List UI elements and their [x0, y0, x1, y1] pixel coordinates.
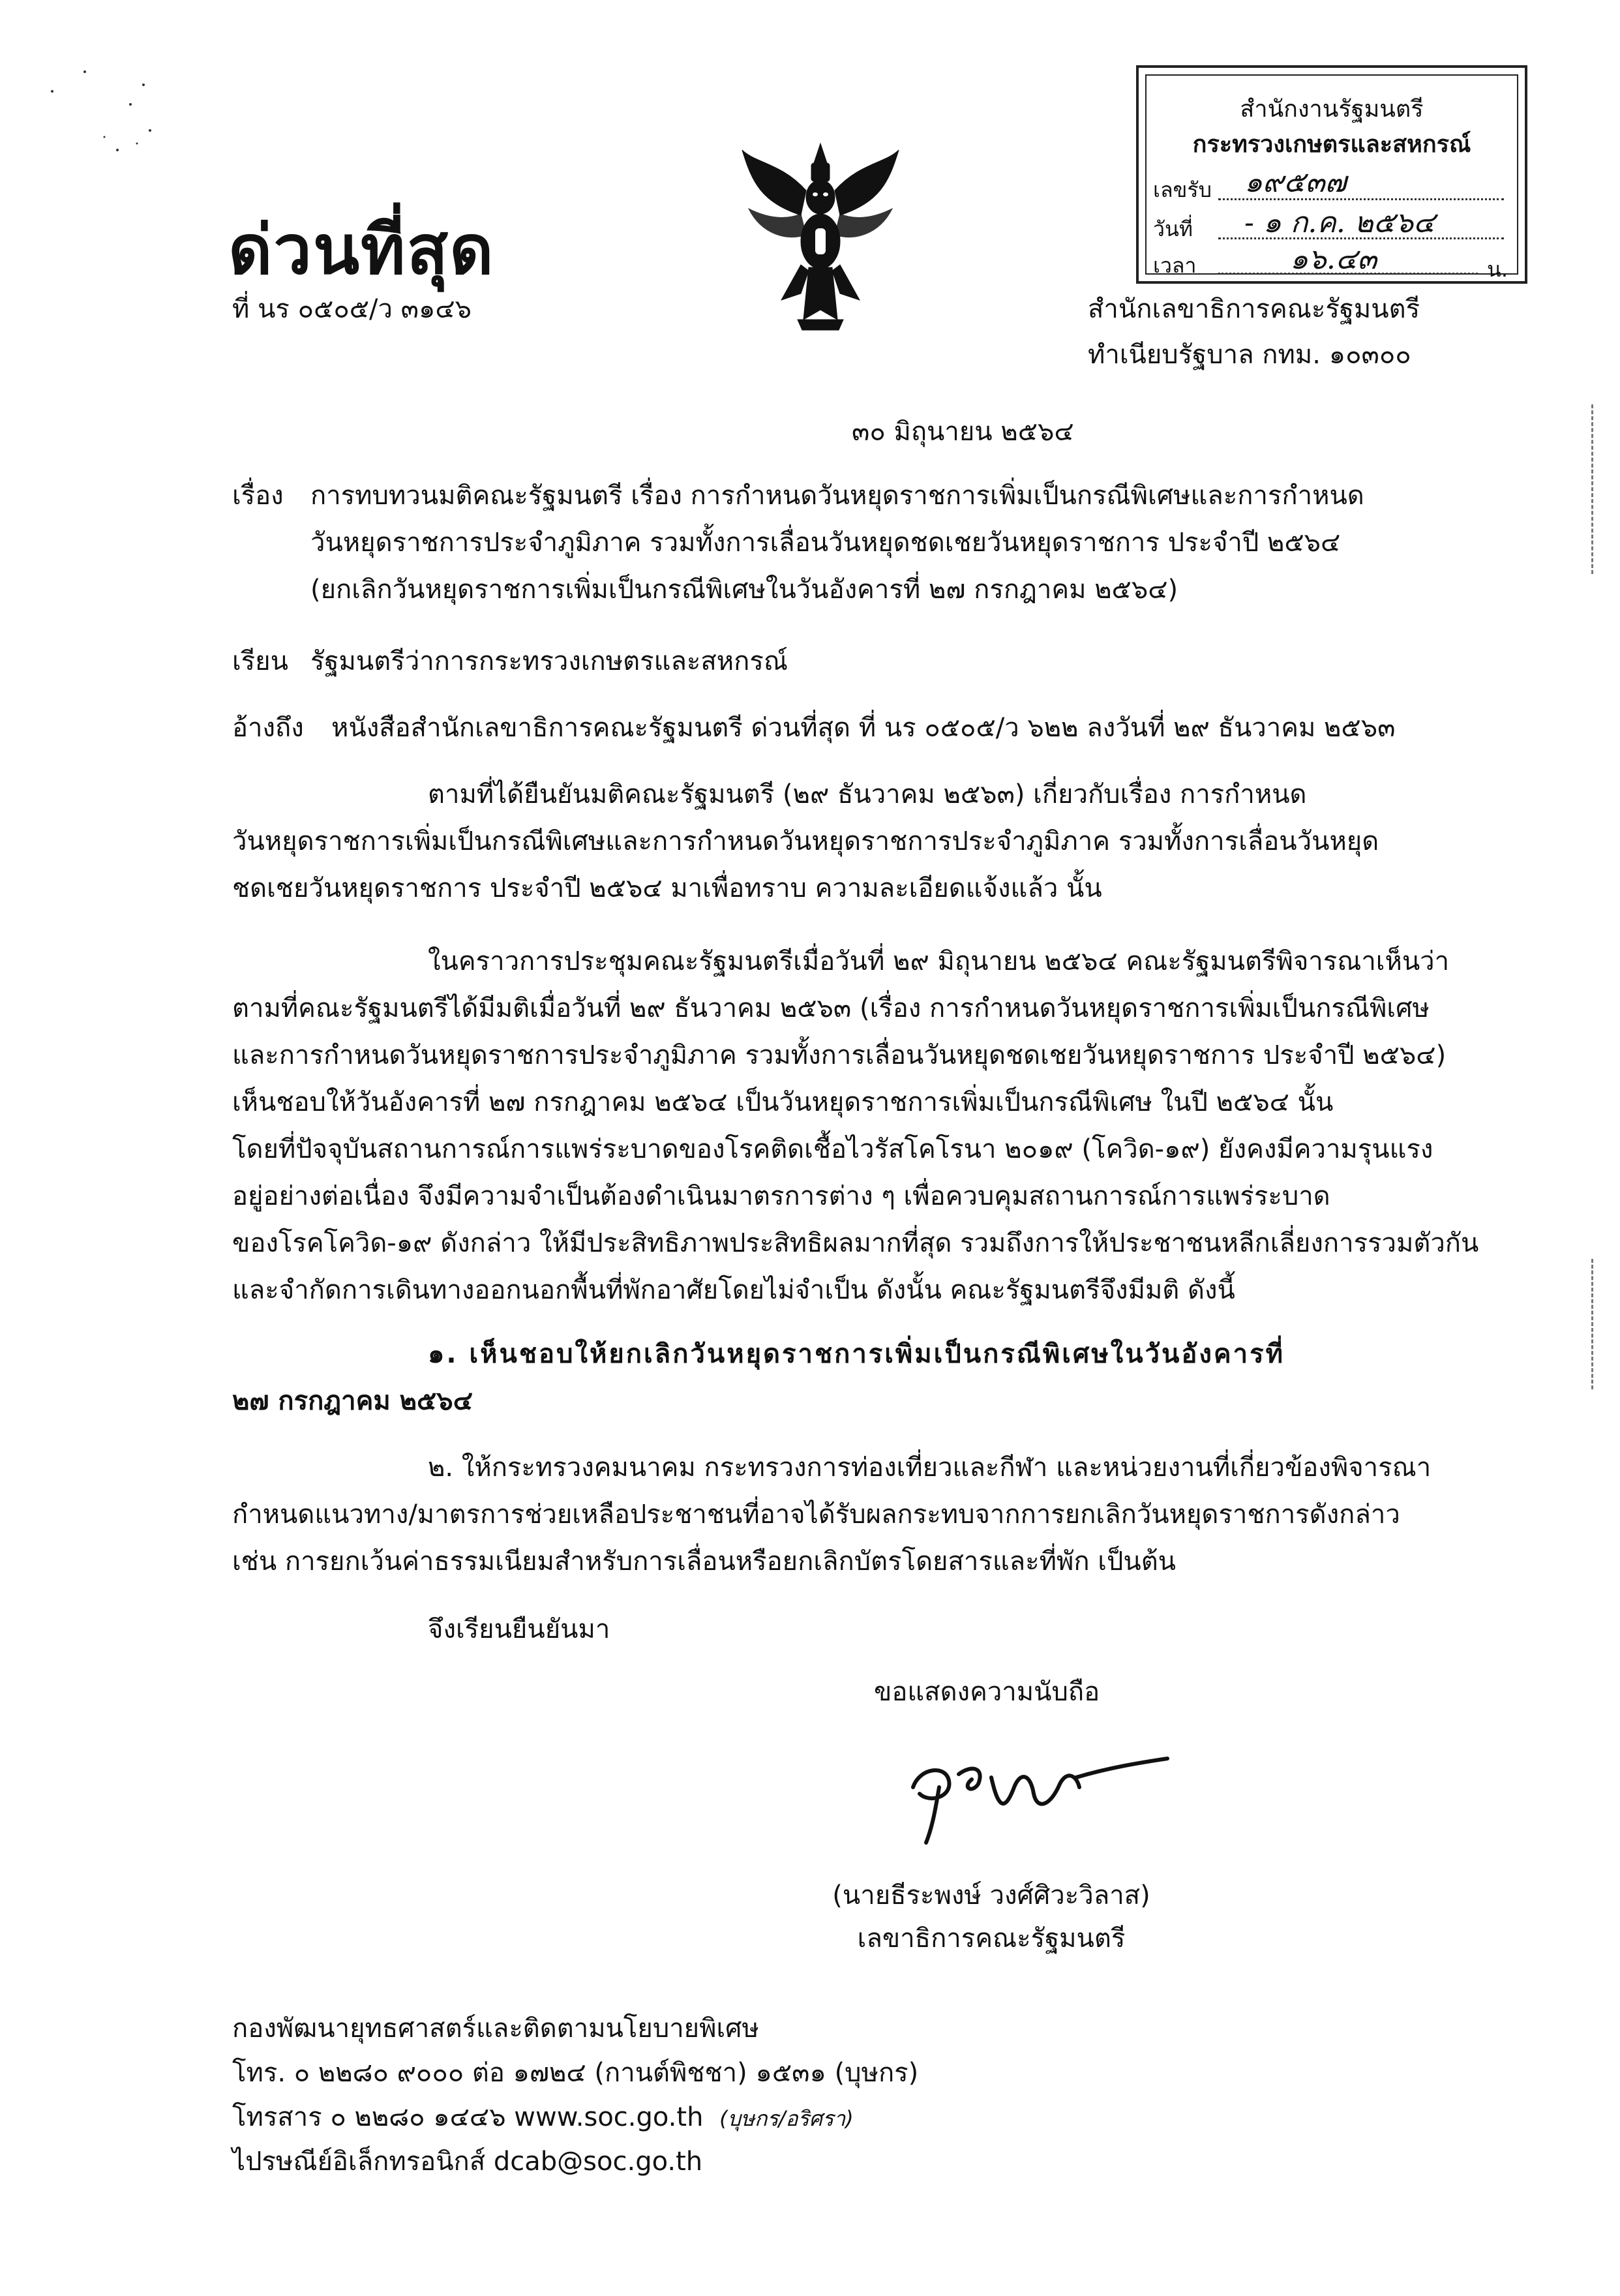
subject-line-1: การทบทวนมติคณะรัฐมนตรี เรื่อง การกำหนดวันหยุดราชการเพิ่มเป็นกรณีพิเศษและการกำหนด: [310, 481, 1364, 511]
footer-fax-note: (บุษกร/อริศรา): [719, 2106, 854, 2131]
signatory-name: (นายธีระพงษ์ วงศ์ศิวะวิลาส): [832, 1881, 1150, 1911]
resolution-item-2-line-3: เช่น การยกเว้นค่าธรรมเนียมสำหรับการเลื่อนหรือยกเลิกบัตรโดยสารและที่พัก เป็นต้น: [232, 1547, 1177, 1577]
scan-edge-mark: [1591, 404, 1595, 574]
urgency-heading: ด่วนที่สุด: [228, 209, 495, 290]
stamp-time-value: ๑๖.๔๓: [1290, 243, 1377, 276]
receipt-stamp: [1136, 65, 1527, 284]
stamp-date-value: - ๑ ก.ค. ๒๕๖๔: [1244, 206, 1435, 239]
para2-line-7: ของโรคโควิด-๑๙ ดังกล่าว ให้มีประสิทธิภาพประสิทธิผลมากที่สุด รวมถึงการให้ประชาชนหลีกเลี่ยงการรวมตัวกัน: [232, 1228, 1479, 1258]
document-date: ๓๐ มิถุนายน ๒๕๖๔: [852, 417, 1074, 447]
scan-speckles: [46, 52, 176, 170]
stamp-receipt-value: ๑๙๕๓๗: [1244, 166, 1347, 199]
handwritten-signature: [900, 1748, 1174, 1846]
para2-line-3: และการกำหนดวันหยุดราชการประจำภูมิภาค รวมทั้งการเลื่อนวันหยุดชดเชยวันหยุดราชการ ประจำปี ๒๕๖๔): [232, 1040, 1447, 1070]
footer-fax: [232, 2099, 854, 2137]
para2-line-5: โดยที่ปัจจุบันสถานการณ์การแพร่ระบาดของโรคติดเชื้อไวรัสโคโรนา ๒๐๑๙ (โควิด-๑๙) ยังคงมีความรุนแรง: [232, 1134, 1433, 1164]
para1-line-3: ชดเชยวันหยุดราชการ ประจำปี ๒๕๖๔ มาเพื่อทราบ ความละเอียดแจ้งแล้ว นั้น: [232, 873, 1102, 903]
para2-line-6: อยู่อย่างต่อเนื่อง จึงมีความจำเป็นต้องดำเนินมาตรการต่าง ๆ เพื่อควบคุมสถานการณ์การแพร่ระบาด: [232, 1181, 1330, 1211]
para1-line-2: วันหยุดราชการเพิ่มเป็นกรณีพิเศษและการกำหนดวันหยุดราชการประจำภูมิภาค รวมทั้งการเลื่อนวันหยุด: [232, 826, 1379, 856]
stamp-time-label: เวลา: [1153, 253, 1197, 278]
footer-phone: โทร. ๐ ๒๒๘๐ ๙๐๐๐ ต่อ ๑๗๒๔ (กานต์พิชชา) ๑๕๓๑ (บุษกร): [232, 2058, 919, 2088]
stamp-inner-border: [1145, 74, 1518, 282]
reference-number: ที่ นร ๐๕๐๕/ว ๓๑๔๖: [232, 294, 472, 324]
footer-division: กองพัฒนายุทธศาสตร์และติดตามนโยบายพิเศษ: [232, 2014, 759, 2044]
stamp-time-suffix: น.: [1486, 257, 1508, 282]
stamp-office-line2: กระทรวงเกษตรและสหกรณ์: [1192, 131, 1471, 158]
stamp-date-label: วันที่: [1153, 217, 1193, 241]
stamp-office-line1: สำนักงานรัฐมนตรี: [1240, 96, 1424, 123]
reference-value: หนังสือสำนักเลขาธิการคณะรัฐมนตรี ด่วนที่สุด ที่ นร ๐๕๐๕/ว ๖๒๒ ลงวันที่ ๒๙ ธันวาคม ๒๕๖๓: [331, 713, 1396, 743]
garuda-emblem-icon: [736, 137, 905, 333]
para2-line-1: ในคราวการประชุมคณะรัฐมนตรีเมื่อวันที่ ๒๙ มิถุนายน ๒๕๖๔ คณะรัฐมนตรีพิจารณาเห็นว่า: [428, 946, 1450, 976]
closing-line: จึงเรียนยืนยันมา: [428, 1614, 610, 1644]
signatory-title: เลขาธิการคณะรัฐมนตรี: [857, 1924, 1126, 1954]
para2-line-4: เห็นชอบให้วันอังคารที่ ๒๗ กรกฎาคม ๒๕๖๔ เป็นวันหยุดราชการเพิ่มเป็นกรณีพิเศษ ในปี ๒๕๖๔ นั้น: [232, 1087, 1334, 1117]
reference-label: อ้างถึง: [232, 713, 304, 743]
sender-office: สำนักเลขาธิการคณะรัฐมนตรี: [1088, 294, 1420, 324]
recipient-label: เรียน: [232, 646, 288, 676]
para1-line-1: ตามที่ได้ยืนยันมติคณะรัฐมนตรี (๒๙ ธันวาคม ๒๕๖๓) เกี่ยวกับเรื่อง การกำหนด: [428, 779, 1307, 809]
regards-line: ขอแสดงความนับถือ: [874, 1677, 1100, 1707]
footer-fax-text: โทรสาร ๐ ๒๒๘๐ ๑๔๔๖ www.soc.go.th: [232, 2102, 704, 2132]
recipient-value: รัฐมนตรีว่าการกระทรวงเกษตรและสหกรณ์: [310, 646, 788, 676]
resolution-item-2-line-2: กำหนดแนวทาง/มาตรการช่วยเหลือประชาชนที่อาจได้รับผลกระทบจากการยกเลิกวันหยุดราชการดังกล่าว: [232, 1500, 1400, 1530]
sender-address: ทำเนียบรัฐบาล กทม. ๑๐๓๐๐: [1088, 340, 1411, 370]
subject-line-3: (ยกเลิกวันหยุดราชการเพิ่มเป็นกรณีพิเศษในวันอังคารที่ ๒๗ กรกฎาคม ๒๕๖๔): [310, 575, 1178, 605]
resolution-item-2-line-1: ๒. ให้กระทรวงคมนาคม กระทรวงการท่องเที่ยวและกีฬา และหน่วยงานที่เกี่ยวข้องพิจารณา: [428, 1453, 1432, 1483]
resolution-item-1-line-2: ๒๗ กรกฎาคม ๒๕๖๔: [232, 1386, 473, 1416]
para2-line-8: และจำกัดการเดินทางออกนอกพื้นที่พักอาศัยโดยไม่จำเป็น ดังนั้น คณะรัฐมนตรีจึงมีมติ ดังนี้: [232, 1275, 1235, 1305]
footer-email: ไปรษณีย์อิเล็กทรอนิกส์ dcab@soc.go.th: [232, 2147, 703, 2177]
resolution-item-1-line-1: ๑. เห็นชอบให้ยกเลิกวันหยุดราชการเพิ่มเป็นกรณีพิเศษในวันอังคารที่: [428, 1339, 1285, 1369]
para2-line-2: ตามที่คณะรัฐมนตรีได้มีมติเมื่อวันที่ ๒๙ ธันวาคม ๒๕๖๓ (เรื่อง การกำหนดวันหยุดราชการเพิ่มเป็นกรณีพิเศษ: [232, 993, 1430, 1023]
subject-label: เรื่อง: [232, 481, 284, 511]
stamp-receipt-label: เลขรับ: [1153, 177, 1212, 202]
scan-edge-mark-lower: [1591, 1259, 1595, 1389]
subject-line-2: วันหยุดราชการประจำภูมิภาค รวมทั้งการเลื่อนวันหยุดชดเชยวันหยุดราชการ ประจำปี ๒๕๖๔: [310, 528, 1341, 558]
